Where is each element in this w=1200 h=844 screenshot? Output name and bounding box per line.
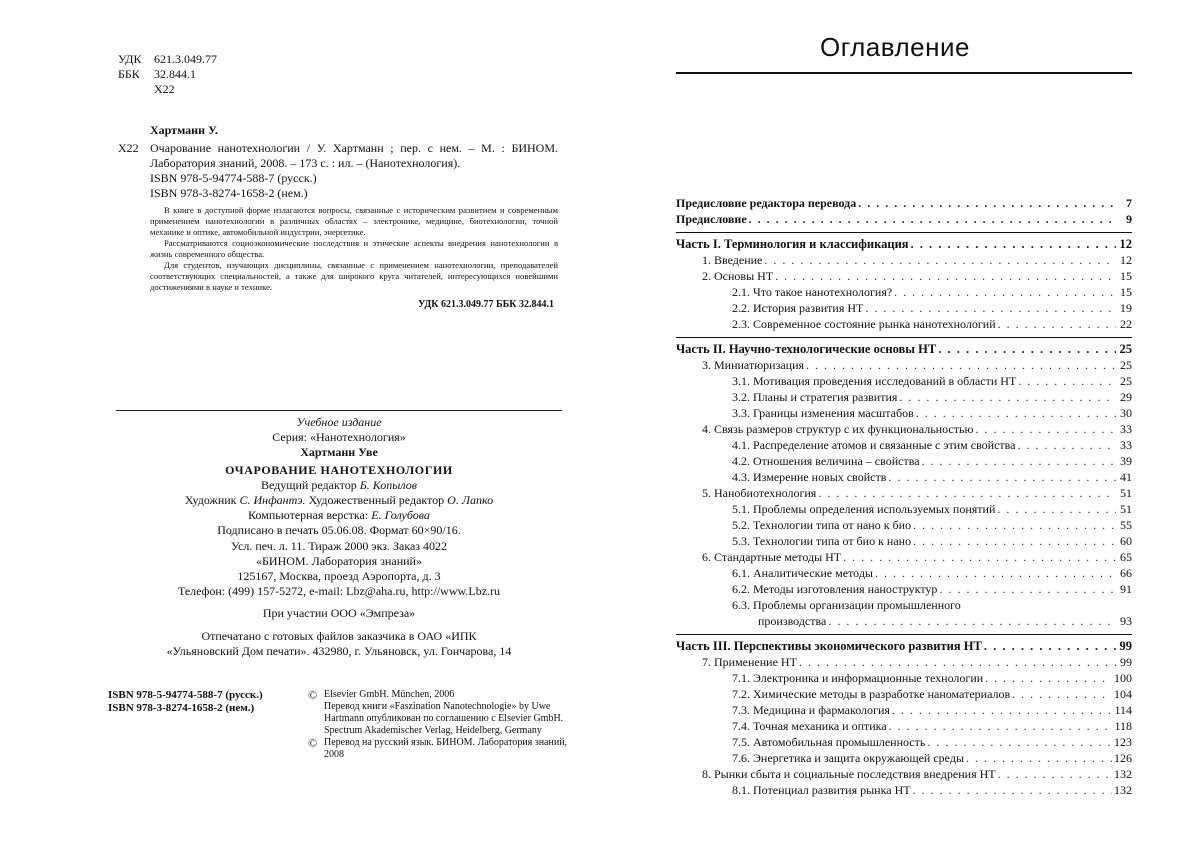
art-editor: О. Лапко: [447, 493, 494, 508]
print-run-line: Усл. печ. л. 11. Тираж 2000 экз. Заказ 4022: [230, 538, 448, 553]
edition-type: Учебное издание: [296, 415, 382, 429]
rights-line: Перевод книги «Faszination Nanotechnologie» by Uwe Hartmann опубликован по соглашению с Elsevier GmbH. Spectrum Akademischer Verlag, Heidelberg, Germany: [324, 701, 564, 736]
toc-entry[interactable]: 8.1. Потенциал развития рынка НТ . . . 132: [676, 782, 1132, 798]
lead-editor: Б. Копылов: [359, 477, 418, 492]
record-isbn-ru: ISBN 978-5-94774-588-7 (русск.): [150, 171, 317, 185]
rights-line: Elsevier GmbH. München, 2006: [324, 689, 455, 700]
imprint: [116, 415, 562, 659]
book-title: ОЧАРОВАНИЕ НАНОТЕХНОЛОГИИ: [225, 462, 453, 477]
udk-value: 621.3.049.77: [154, 52, 217, 66]
record-udk: УДК 621.3.049.77: [418, 299, 494, 310]
toc-entry[interactable]: 1. Введение . . . 12: [676, 252, 1132, 268]
printed-line-1: Отпечатано с готовых файлов заказчика в ОАО «ИПК: [201, 628, 477, 643]
participation: При участии ООО «Эмпреза»: [262, 606, 416, 621]
artist-label: Художник: [184, 493, 237, 508]
toc-part[interactable]: Часть II. Научно-технологические основы НТ . . . 25: [676, 341, 1132, 357]
udk-label: УДК: [118, 52, 142, 66]
artist: С. Инфантэ.: [239, 493, 306, 508]
series: Серия: «Нанотехнология»: [272, 430, 406, 445]
right-page: [600, 0, 1200, 844]
toc-entry[interactable]: 7.3. Медицина и фармакология . . . 114: [676, 702, 1132, 718]
layout-line: [116, 508, 562, 523]
toc-entry[interactable]: 6.2. Методы изготовления наноструктур . . . 91: [676, 581, 1132, 597]
copyright-icon: ©: [308, 688, 318, 702]
publisher-contacts: Телефон: (499) 157-5272, e-mail: Lbz@aha.ru, http://www.Lbz.ru: [177, 584, 501, 599]
abstract-paragraph: Для студентов, изучающих дисциплины, связанные с применением нанотехнологии, преподавателей соответствующих специальностей, а также для широкого круга читателей, интересующихся новейшими достижениями в науке и технике.: [150, 260, 558, 292]
toc-entry[interactable]: Предисловие редактора перевода . . . 7: [676, 195, 1132, 211]
publisher-address: 125167, Москва, проезд Аэропорта, д. 3: [237, 569, 441, 584]
toc-entry[interactable]: Предисловие . . . 9: [676, 211, 1132, 227]
title-rule: [676, 72, 1132, 74]
catalog-codes: [118, 52, 217, 97]
toc-part[interactable]: Часть I. Терминология и классификация . . . 12: [676, 236, 1132, 252]
toc-entry[interactable]: 6.1. Аналитические методы . . . 66: [676, 565, 1132, 581]
toc-part[interactable]: Часть III. Перспективы экономического развития НТ . . . 99: [676, 638, 1132, 654]
toc-entry[interactable]: 7.4. Точная механика и оптика . . . 118: [676, 718, 1132, 734]
art-editor-label: Художественный редактор: [308, 493, 445, 508]
toc-entry[interactable]: 4.2. Отношения величина – свойства . . . 39: [676, 453, 1132, 469]
toc-entry[interactable]: 7.2. Химические методы в разработке наноматериалов . . . 104: [676, 686, 1132, 702]
toc-entry[interactable]: 2.2. История развития НТ . . . 19: [676, 300, 1132, 316]
author-code: Х22: [154, 82, 175, 96]
divider-line: [116, 410, 562, 411]
signed-line: Подписано в печать 05.06.08. Формат 60×90/16.: [217, 523, 461, 538]
toc-entry[interactable]: 3.2. Планы и стратегия развития . . . 29: [676, 389, 1132, 405]
toc-entry[interactable]: 7.1. Электроника и информационные технологии . . . 100: [676, 670, 1132, 686]
abstract-paragraph: В книге в доступной форме излагаются вопросы, связанные с историческим развитием и современным применением нанотехнологии в различных областях – электронике, медицине, биотехнологии, точной механике и оптике, автомобильной индустрии, энергетике.: [150, 205, 558, 237]
layout-name: Е. Голубова: [371, 508, 430, 523]
toc-entry[interactable]: 5.1. Проблемы определения используемых понятий . . . 51: [676, 501, 1132, 517]
author-full: Хартманн Уве: [300, 445, 378, 460]
rights-line: Перевод на русский язык. БИНОМ. Лаборатория знаний, 2008: [324, 737, 568, 760]
toc-entry[interactable]: 7.5. Автомобильная промышленность . . . 123: [676, 734, 1132, 750]
copyright-icon: ©: [308, 736, 318, 750]
layout-label: Компьютерная верстка:: [248, 508, 369, 523]
toc-entry[interactable]: 3.3. Границы изменения масштабов . . . 30: [676, 405, 1132, 421]
toc-entry[interactable]: 5.3. Технологии типа от био к нано . . . 60: [676, 533, 1132, 549]
toc-entry[interactable]: 8. Рынки сбыта и социальные последствия внедрения НТ . . . 132: [676, 766, 1132, 782]
record-isbn-de: ISBN 978-3-8274-1658-2 (нем.): [150, 186, 308, 200]
record-author: Хартманн У.: [150, 123, 218, 137]
toc-title: Оглавление: [820, 32, 970, 62]
lead-editor-line: [116, 478, 562, 493]
publisher: «БИНОМ. Лаборатория знаний»: [256, 553, 422, 568]
record-abstract: [150, 205, 558, 293]
toc-entry[interactable]: 2.1. Что такое нанотехнология? . . . 15: [676, 284, 1132, 300]
record-code: Х22: [118, 141, 139, 155]
toc-entry[interactable]: производства . . . 93: [676, 613, 1132, 629]
artist-line: [116, 493, 562, 508]
toc-entry[interactable]: 6.3. Проблемы организации промышленного: [732, 598, 961, 612]
toc-entry[interactable]: 5.2. Технологии типа от нано к био . . . 55: [676, 517, 1132, 533]
toc-entry[interactable]: 6. Стандартные методы НТ . . . 65: [676, 549, 1132, 565]
bottom-isbn-ru: ISBN 978-5-94774-588-7 (русск.): [108, 689, 263, 701]
toc-entry[interactable]: 4.3. Измерение новых свойств . . . 41: [676, 469, 1132, 485]
part-divider: [676, 634, 1132, 635]
toc-entry[interactable]: 3.1. Мотивация проведения исследований в области НТ . . . 25: [676, 373, 1132, 389]
toc-entry[interactable]: 5. Нанобиотехнология . . . 51: [676, 485, 1132, 501]
lead-editor-label: Ведущий редактор: [260, 477, 357, 492]
toc-entry[interactable]: 3. Миниатюризация . . . 25: [676, 357, 1132, 373]
record-description: Очарование нанотехнологии / У. Хартманн ; пер. с нем. – М. : БИНОМ. Лаборатория знаний, 2008. – 173 с. : ил. – (Нанотехнология).: [150, 141, 558, 170]
copyright-block: [108, 689, 568, 761]
bibliographic-record: [118, 123, 558, 311]
bbk-label: ББК: [118, 67, 140, 81]
toc-entry[interactable]: 7. Применение НТ . . . 99: [676, 654, 1132, 670]
record-bbk: ББК 32.844.1: [496, 299, 554, 310]
toc-entry[interactable]: 2. Основы НТ . . . 15: [676, 268, 1132, 284]
bottom-isbn-de: ISBN 978-3-8274-1658-2 (нем.): [108, 702, 255, 714]
part-divider: [676, 232, 1132, 233]
part-divider: [676, 337, 1132, 338]
bbk-value: 32.844.1: [154, 67, 196, 81]
abstract-paragraph: Рассматриваются социоэкономические последствия и этические аспекты внедрения нанотехнологии в жизнь современного общества.: [150, 238, 558, 259]
record-class-codes: [118, 299, 558, 311]
printed-line-2: «Ульяновский Дом печати». 432980, г. Ульяновск, ул. Гончарова, 14: [166, 643, 512, 658]
toc-entry[interactable]: 4. Связь размеров структур с их функциональностью . . . 33: [676, 421, 1132, 437]
table-of-contents: [676, 195, 1132, 798]
toc-entry[interactable]: 4.1. Распределение атомов и связанные с этим свойства . . . 33: [676, 437, 1132, 453]
toc-entry[interactable]: 7.6. Энергетика и защита окружающей среды . . . 126: [676, 750, 1132, 766]
toc-entry[interactable]: 2.3. Современное состояние рынка нанотехнологий . . . 22: [676, 316, 1132, 332]
